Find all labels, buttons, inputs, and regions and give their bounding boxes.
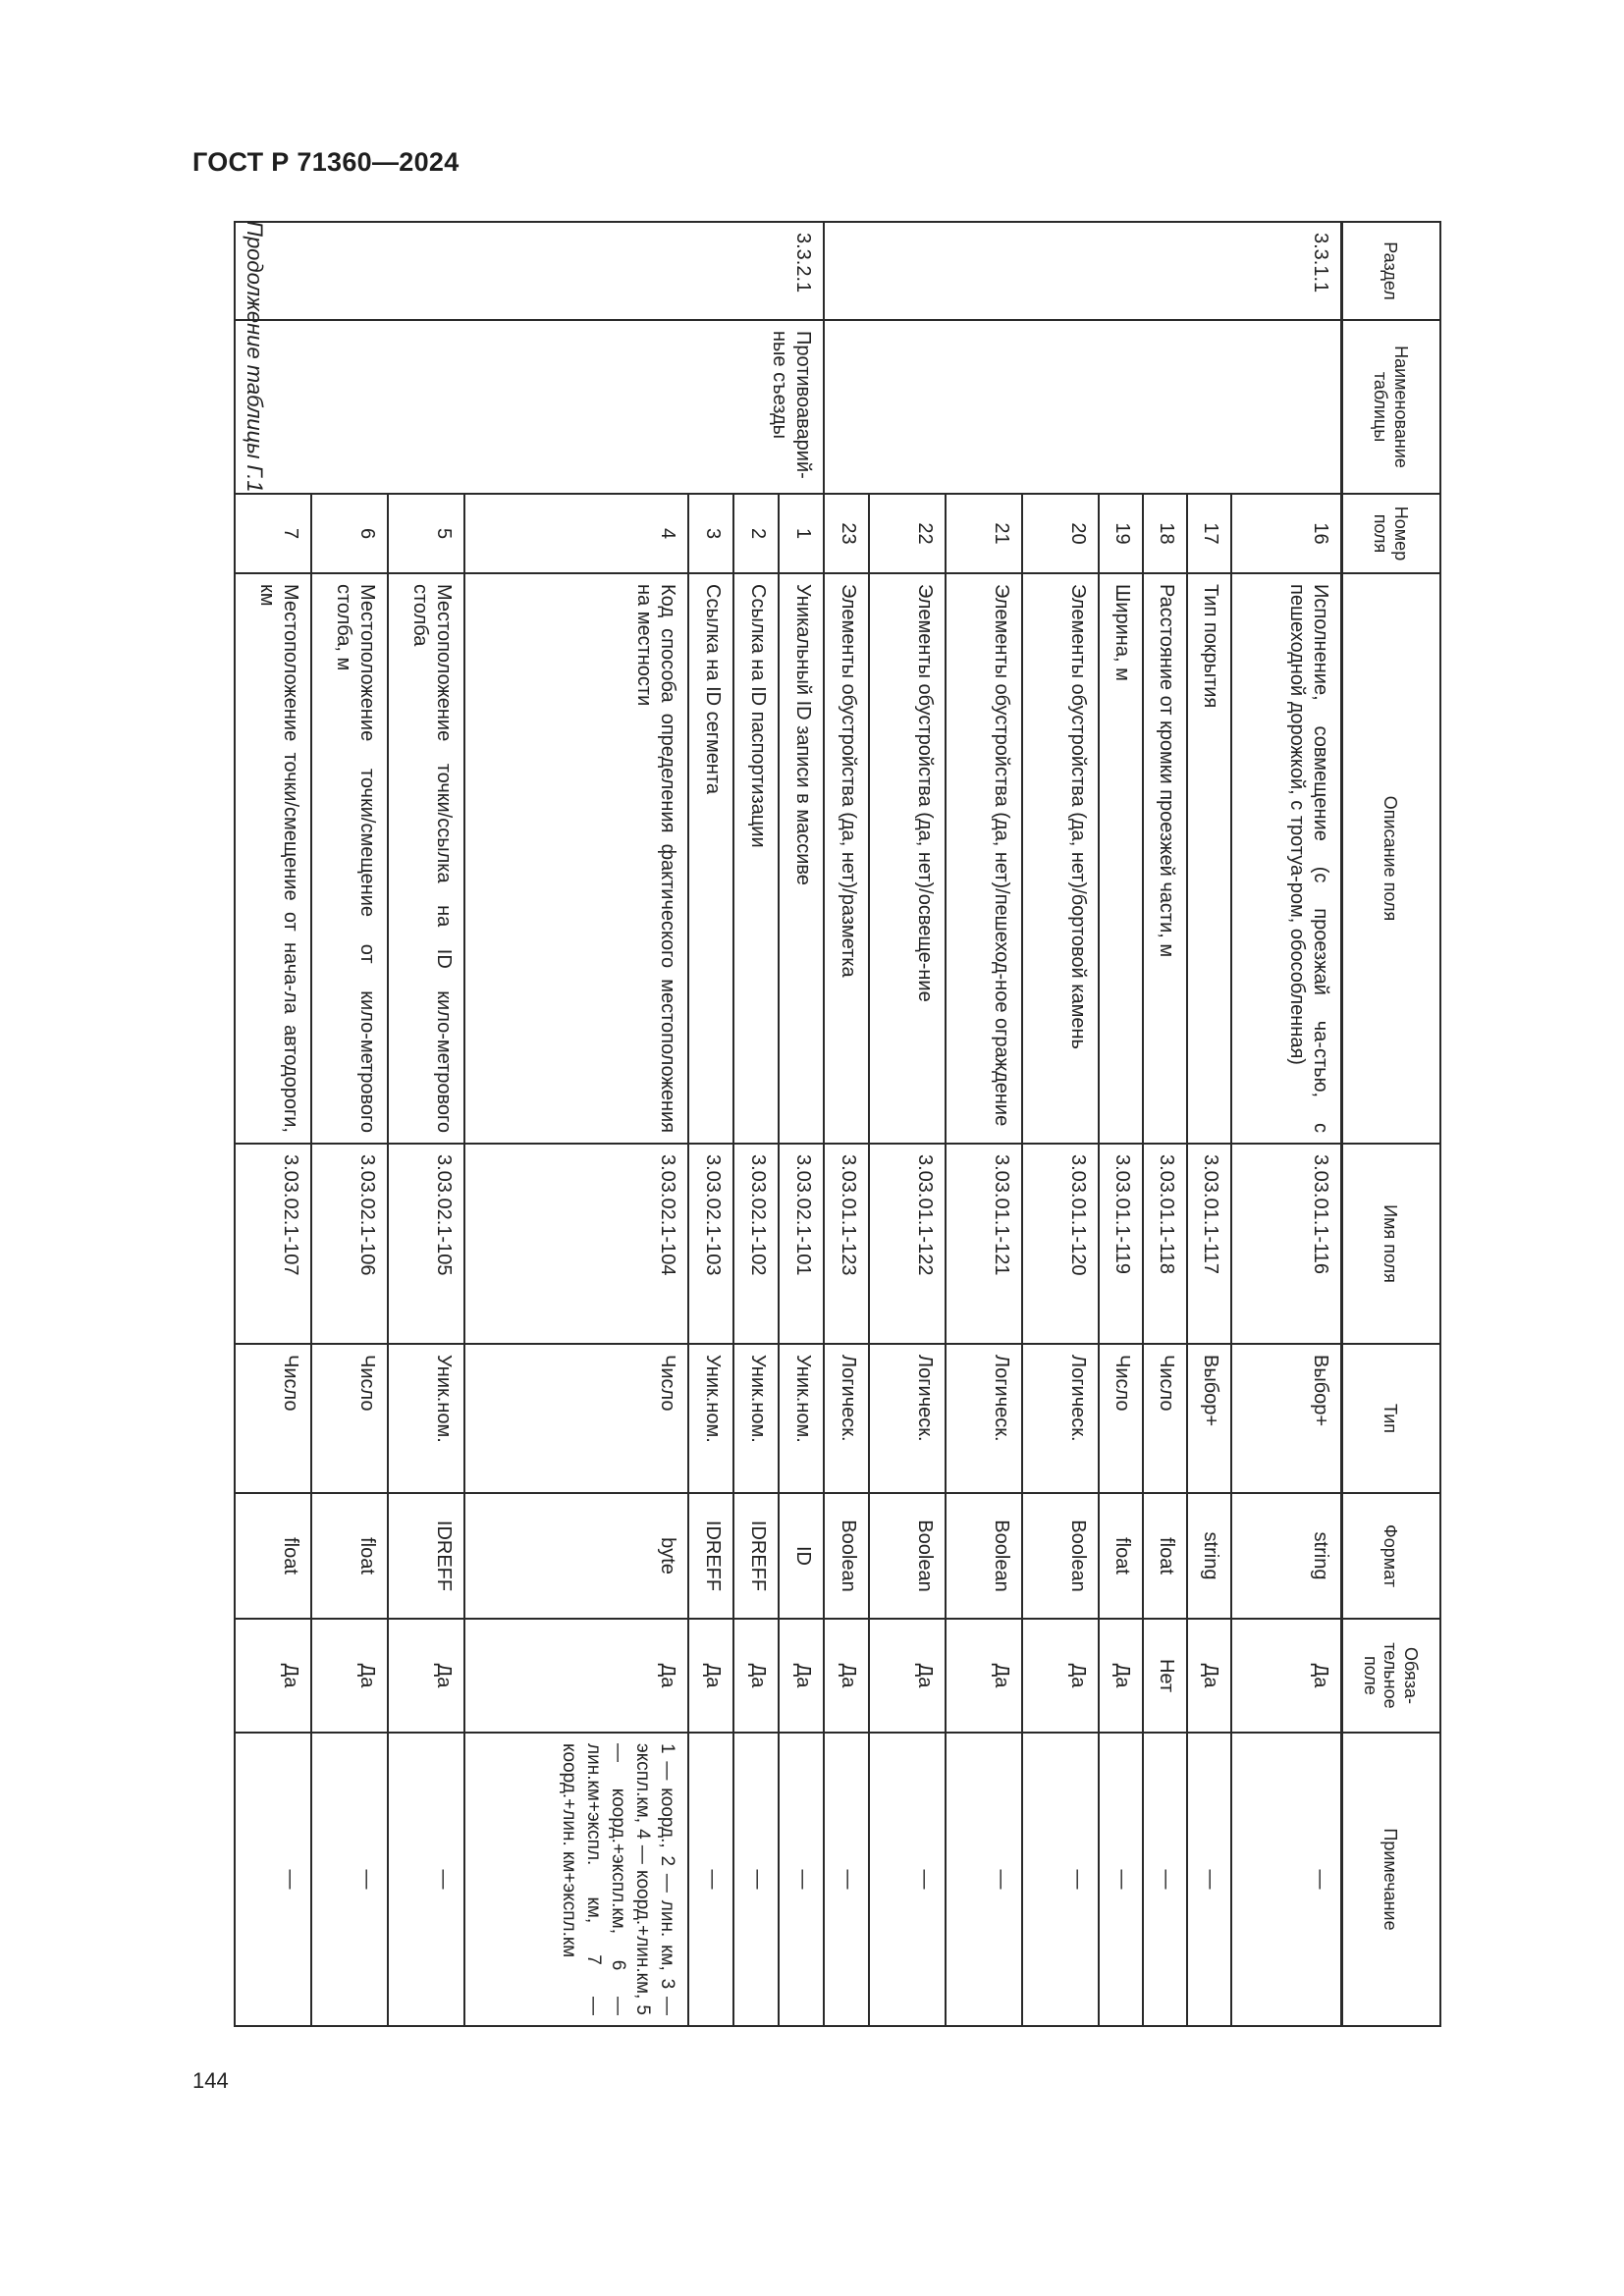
format-cell: float bbox=[236, 1493, 312, 1619]
format-cell: IDREFF bbox=[689, 1493, 734, 1619]
nomer-cell: 19 bbox=[1100, 494, 1144, 573]
imya-cell: 3.03.01.1-118 bbox=[1144, 1144, 1188, 1344]
tip-cell: Логическ. bbox=[825, 1344, 870, 1493]
tip-cell: Уник.ном. bbox=[389, 1344, 465, 1493]
format-cell: float bbox=[312, 1493, 389, 1619]
opisanie-cell: Ширина, м bbox=[1100, 573, 1144, 1144]
col-header-razdel: Раздел bbox=[1342, 222, 1441, 320]
tip-cell: Число bbox=[236, 1344, 312, 1493]
imya-cell: 3.03.01.1-121 bbox=[947, 1144, 1023, 1344]
opisanie-cell: Элементы обустройства (да, нет)/бортовой камень bbox=[1023, 573, 1100, 1144]
imya-cell: 3.03.01.1-123 bbox=[825, 1144, 870, 1344]
obyaz-cell: Да bbox=[1100, 1619, 1144, 1733]
naimenovanie-cell bbox=[825, 320, 1342, 494]
format-cell: Boolean bbox=[1023, 1493, 1100, 1619]
col-header-nomer: Номер поля bbox=[1342, 494, 1441, 573]
imya-cell: 3.03.02.1-102 bbox=[734, 1144, 780, 1344]
format-cell: Boolean bbox=[947, 1493, 1023, 1619]
format-cell: IDREFF bbox=[389, 1493, 465, 1619]
format-cell: float bbox=[1100, 1493, 1144, 1619]
tip-cell: Число bbox=[1144, 1344, 1188, 1493]
opisanie-cell: Элементы обустройства (да, нет)/разметка bbox=[825, 573, 870, 1144]
obyaz-cell: Да bbox=[465, 1619, 689, 1733]
tip-cell: Выбор+ bbox=[1188, 1344, 1232, 1493]
primech-cell: — bbox=[1023, 1733, 1100, 2026]
primech-cell: — bbox=[236, 1733, 312, 2026]
imya-cell: 3.03.02.1-104 bbox=[465, 1144, 689, 1344]
primech-cell: — bbox=[1144, 1733, 1188, 2026]
opisanie-cell: Элементы обустройства (да, нет)/пешеход-ное ограждение bbox=[947, 573, 1023, 1144]
document-header: ГОСТ Р 71360—2024 bbox=[192, 147, 460, 177]
obyaz-cell: Да bbox=[689, 1619, 734, 1733]
opisanie-cell: Ссылка на ID сегмента bbox=[689, 573, 734, 1144]
primech-cell: — bbox=[1188, 1733, 1232, 2026]
imya-cell: 3.03.02.1-103 bbox=[689, 1144, 734, 1344]
nomer-cell: 2 bbox=[734, 494, 780, 573]
primech-cell: — bbox=[1232, 1733, 1342, 2026]
nomer-cell: 7 bbox=[236, 494, 312, 573]
data-table bbox=[235, 221, 1442, 2027]
opisanie-cell: Местоположение точки/смещение от нача-ла автодороги, км bbox=[236, 573, 312, 1144]
primech-cell: 1 — коорд., 2 — лин. км, 3 — экспл.км, 4 — коорд.+лин.км, 5 — коорд.+экспл.км, 6 — лин.км+экспл. км, 7 — коорд.+лин. км+экспл.км bbox=[465, 1733, 689, 2026]
naimenovanie-cell: Противоаварий-ные съезды bbox=[236, 320, 825, 494]
opisanie-cell: Код способа определения фактического местоположения на местности bbox=[465, 573, 689, 1144]
table-caption: Продолжение таблицы Г.1 bbox=[243, 221, 267, 493]
obyaz-cell: Да bbox=[236, 1619, 312, 1733]
table-header-row bbox=[1342, 222, 1441, 2026]
obyaz-cell: Да bbox=[825, 1619, 870, 1733]
nomer-cell: 1 bbox=[780, 494, 825, 573]
nomer-cell: 20 bbox=[1023, 494, 1100, 573]
nomer-cell: 6 bbox=[312, 494, 389, 573]
tip-cell: Логическ. bbox=[1023, 1344, 1100, 1493]
nomer-cell: 3 bbox=[689, 494, 734, 573]
imya-cell: 3.03.02.1-101 bbox=[780, 1144, 825, 1344]
imya-cell: 3.03.01.1-120 bbox=[1023, 1144, 1100, 1344]
opisanie-cell: Расстояние от кромки проезжей части, м bbox=[1144, 573, 1188, 1144]
nomer-cell: 16 bbox=[1232, 494, 1342, 573]
primech-cell: — bbox=[734, 1733, 780, 2026]
nomer-cell: 5 bbox=[389, 494, 465, 573]
tip-cell: Уник.ном. bbox=[734, 1344, 780, 1493]
obyaz-cell: Да bbox=[1188, 1619, 1232, 1733]
format-cell: IDREFF bbox=[734, 1493, 780, 1619]
obyaz-cell: Да bbox=[389, 1619, 465, 1733]
tip-cell: Логическ. bbox=[870, 1344, 947, 1493]
opisanie-cell: Тип покрытия bbox=[1188, 573, 1232, 1144]
obyaz-cell: Да bbox=[780, 1619, 825, 1733]
imya-cell: 3.03.02.1-107 bbox=[236, 1144, 312, 1344]
col-header-format: Формат bbox=[1342, 1493, 1441, 1619]
tip-cell: Число bbox=[1100, 1344, 1144, 1493]
opisanie-cell: Элементы обустройства (да, нет)/освеще-ние bbox=[870, 573, 947, 1144]
obyaz-cell: Да bbox=[947, 1619, 1023, 1733]
tip-cell: Число bbox=[312, 1344, 389, 1493]
primech-cell: — bbox=[825, 1733, 870, 2026]
primech-cell: — bbox=[947, 1733, 1023, 2026]
obyaz-cell: Да bbox=[1232, 1619, 1342, 1733]
primech-cell: — bbox=[689, 1733, 734, 2026]
nomer-cell: 23 bbox=[825, 494, 870, 573]
table-row bbox=[1232, 222, 1342, 2026]
opisanie-cell: Местоположение точки/смещение от кило-метрового столба, м bbox=[312, 573, 389, 1144]
format-cell: string bbox=[1232, 1493, 1342, 1619]
opisanie-cell: Исполнение, совмещение (с проезжай ча-стью, с пешеходной дорожкой, с тротуа-ром, обособленная) bbox=[1232, 573, 1342, 1144]
imya-cell: 3.03.02.1-106 bbox=[312, 1144, 389, 1344]
opisanie-cell: Местоположение точки/ссылка на ID кило-метрового столба bbox=[389, 573, 465, 1144]
imya-cell: 3.03.01.1-117 bbox=[1188, 1144, 1232, 1344]
format-cell: ID bbox=[780, 1493, 825, 1619]
imya-cell: 3.03.01.1-122 bbox=[870, 1144, 947, 1344]
nomer-cell: 18 bbox=[1144, 494, 1188, 573]
col-header-naimenovanie: Наименование таблицы bbox=[1342, 320, 1441, 494]
primech-cell: — bbox=[780, 1733, 825, 2026]
primech-cell: — bbox=[1100, 1733, 1144, 2026]
col-header-imya: Имя поля bbox=[1342, 1144, 1441, 1344]
imya-cell: 3.03.01.1-119 bbox=[1100, 1144, 1144, 1344]
rotated-table-block bbox=[230, 221, 1441, 2025]
tip-cell: Уник.ном. bbox=[689, 1344, 734, 1493]
col-header-opisanie: Описание поля bbox=[1342, 573, 1441, 1144]
primech-cell: — bbox=[389, 1733, 465, 2026]
nomer-cell: 4 bbox=[465, 494, 689, 573]
tip-cell: Выбор+ bbox=[1232, 1344, 1342, 1493]
obyaz-cell: Нет bbox=[1144, 1619, 1188, 1733]
tip-cell: Уник.ном. bbox=[780, 1344, 825, 1493]
nomer-cell: 21 bbox=[947, 494, 1023, 573]
format-cell: Boolean bbox=[870, 1493, 947, 1619]
table-row bbox=[780, 222, 825, 2026]
obyaz-cell: Да bbox=[870, 1619, 947, 1733]
tip-cell: Число bbox=[465, 1344, 689, 1493]
format-cell: float bbox=[1144, 1493, 1188, 1619]
format-cell: byte bbox=[465, 1493, 689, 1619]
obyaz-cell: Да bbox=[312, 1619, 389, 1733]
col-header-obyazatelnoe: Обяза-тельное поле bbox=[1342, 1619, 1441, 1733]
page-number: 144 bbox=[192, 2068, 229, 2093]
format-cell: Boolean bbox=[825, 1493, 870, 1619]
nomer-cell: 22 bbox=[870, 494, 947, 573]
primech-cell: — bbox=[870, 1733, 947, 2026]
razdel-cell: 3.3.1.1 bbox=[825, 222, 1342, 320]
col-header-primechanie: Примечание bbox=[1342, 1733, 1441, 2026]
primech-cell: — bbox=[312, 1733, 389, 2026]
imya-cell: 3.03.01.1-116 bbox=[1232, 1144, 1342, 1344]
format-cell: string bbox=[1188, 1493, 1232, 1619]
col-header-tip: Тип bbox=[1342, 1344, 1441, 1493]
opisanie-cell: Уникальный ID записи в массиве bbox=[780, 573, 825, 1144]
obyaz-cell: Да bbox=[734, 1619, 780, 1733]
razdel-cell: 3.3.2.1 bbox=[236, 222, 825, 320]
opisanie-cell: Ссылка на ID паспортизации bbox=[734, 573, 780, 1144]
tip-cell: Логическ. bbox=[947, 1344, 1023, 1493]
nomer-cell: 17 bbox=[1188, 494, 1232, 573]
obyaz-cell: Да bbox=[1023, 1619, 1100, 1733]
imya-cell: 3.03.02.1-105 bbox=[389, 1144, 465, 1344]
